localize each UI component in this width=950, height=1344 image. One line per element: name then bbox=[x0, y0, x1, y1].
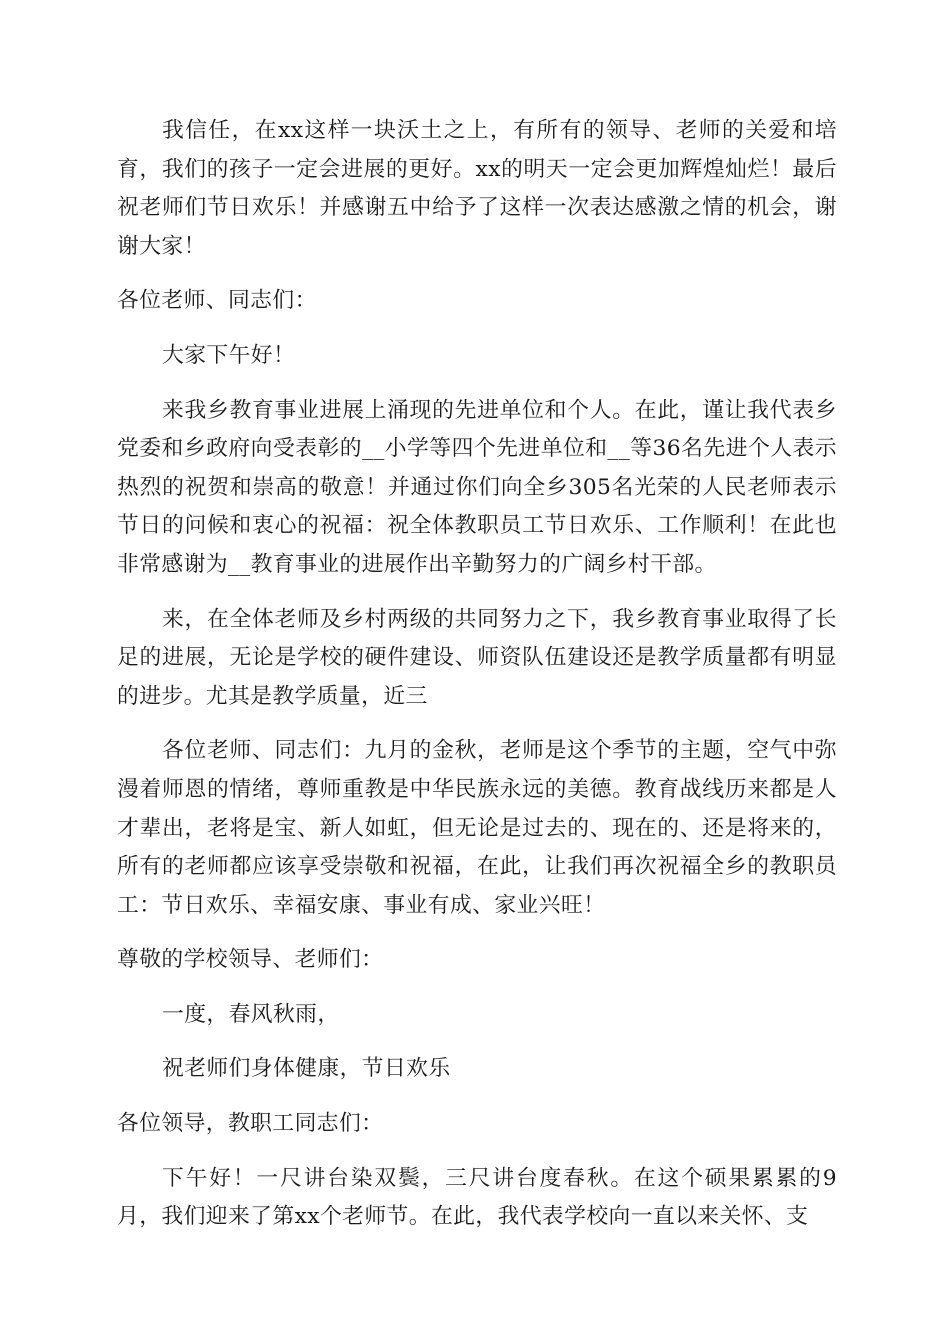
paragraph-7-salutation: 尊敬的学校领导、老师们： bbox=[117, 947, 384, 973]
paragraph-4: 来我乡教育事业进展上涌现的先进单位和个人。在此，谨让我代表乡党委和乡政府向受表彰的__小学等四个先进单位和__等36名先进个人表示热烈的祝贺和崇高的敬意！并通过你们向全乡305名光荣的人民老师表示节日的问候和衷心的祝福：祝全体教职员工节日欢乐、工作顺利！在此也非常感谢为__教育事业的进展作出辛勤努力的广阔乡村干部。 bbox=[117, 397, 837, 577]
document-body bbox=[117, 112, 837, 1253]
paragraph-1: 我信任，在xx这样一块沃土之上，有所有的领导、老师的关爱和培育，我们的孩子一定会进展的更好。xx的明天一定会更加辉煌灿烂！最后祝老师们节日欢乐！并感谢五中给予了这样一次表达感激之情的机会，谢谢大家！ bbox=[117, 118, 837, 259]
paragraph-11: 下午好！一尺讲台染双鬓，三尺讲台度春秋。在这个硕果累累的9月，我们迎来了第xx个老师节。在此，我代表学校向一直以来关怀、支 bbox=[117, 1165, 837, 1230]
paragraph-10-salutation: 各位领导，教职工同志们： bbox=[117, 1111, 384, 1137]
paragraph-9: 祝老师们身体健康，节日欢乐 bbox=[162, 1056, 451, 1082]
paragraph-5: 来，在全体老师及乡村两级的共同努力之下，我乡教育事业取得了长足的进展，无论是学校的硬件建设、师资队伍建设还是教学质量都有明显的进步。尤其是教学质量，近三 bbox=[117, 606, 837, 709]
paragraph-6: 各位老师、同志们：九月的金秋，老师是这个季节的主题，空气中弥漫着师恩的情绪，尊师重教是中华民族永远的美德。教育战线历来都是人才辈出，老将是宝、新人如虹，但无论是过去的、现在的、还是将来的，所有的老师都应该享受崇敬和祝福，在此，让我们再次祝福全乡的教职员工：节日欢乐、幸福安康、事业有成、家业兴旺！ bbox=[117, 738, 837, 918]
paragraph-3-greeting: 大家下午好！ bbox=[162, 342, 296, 368]
paragraph-8: 一度，春风秋雨， bbox=[162, 1001, 340, 1027]
paragraph-2-salutation: 各位老师、同志们： bbox=[117, 288, 317, 314]
